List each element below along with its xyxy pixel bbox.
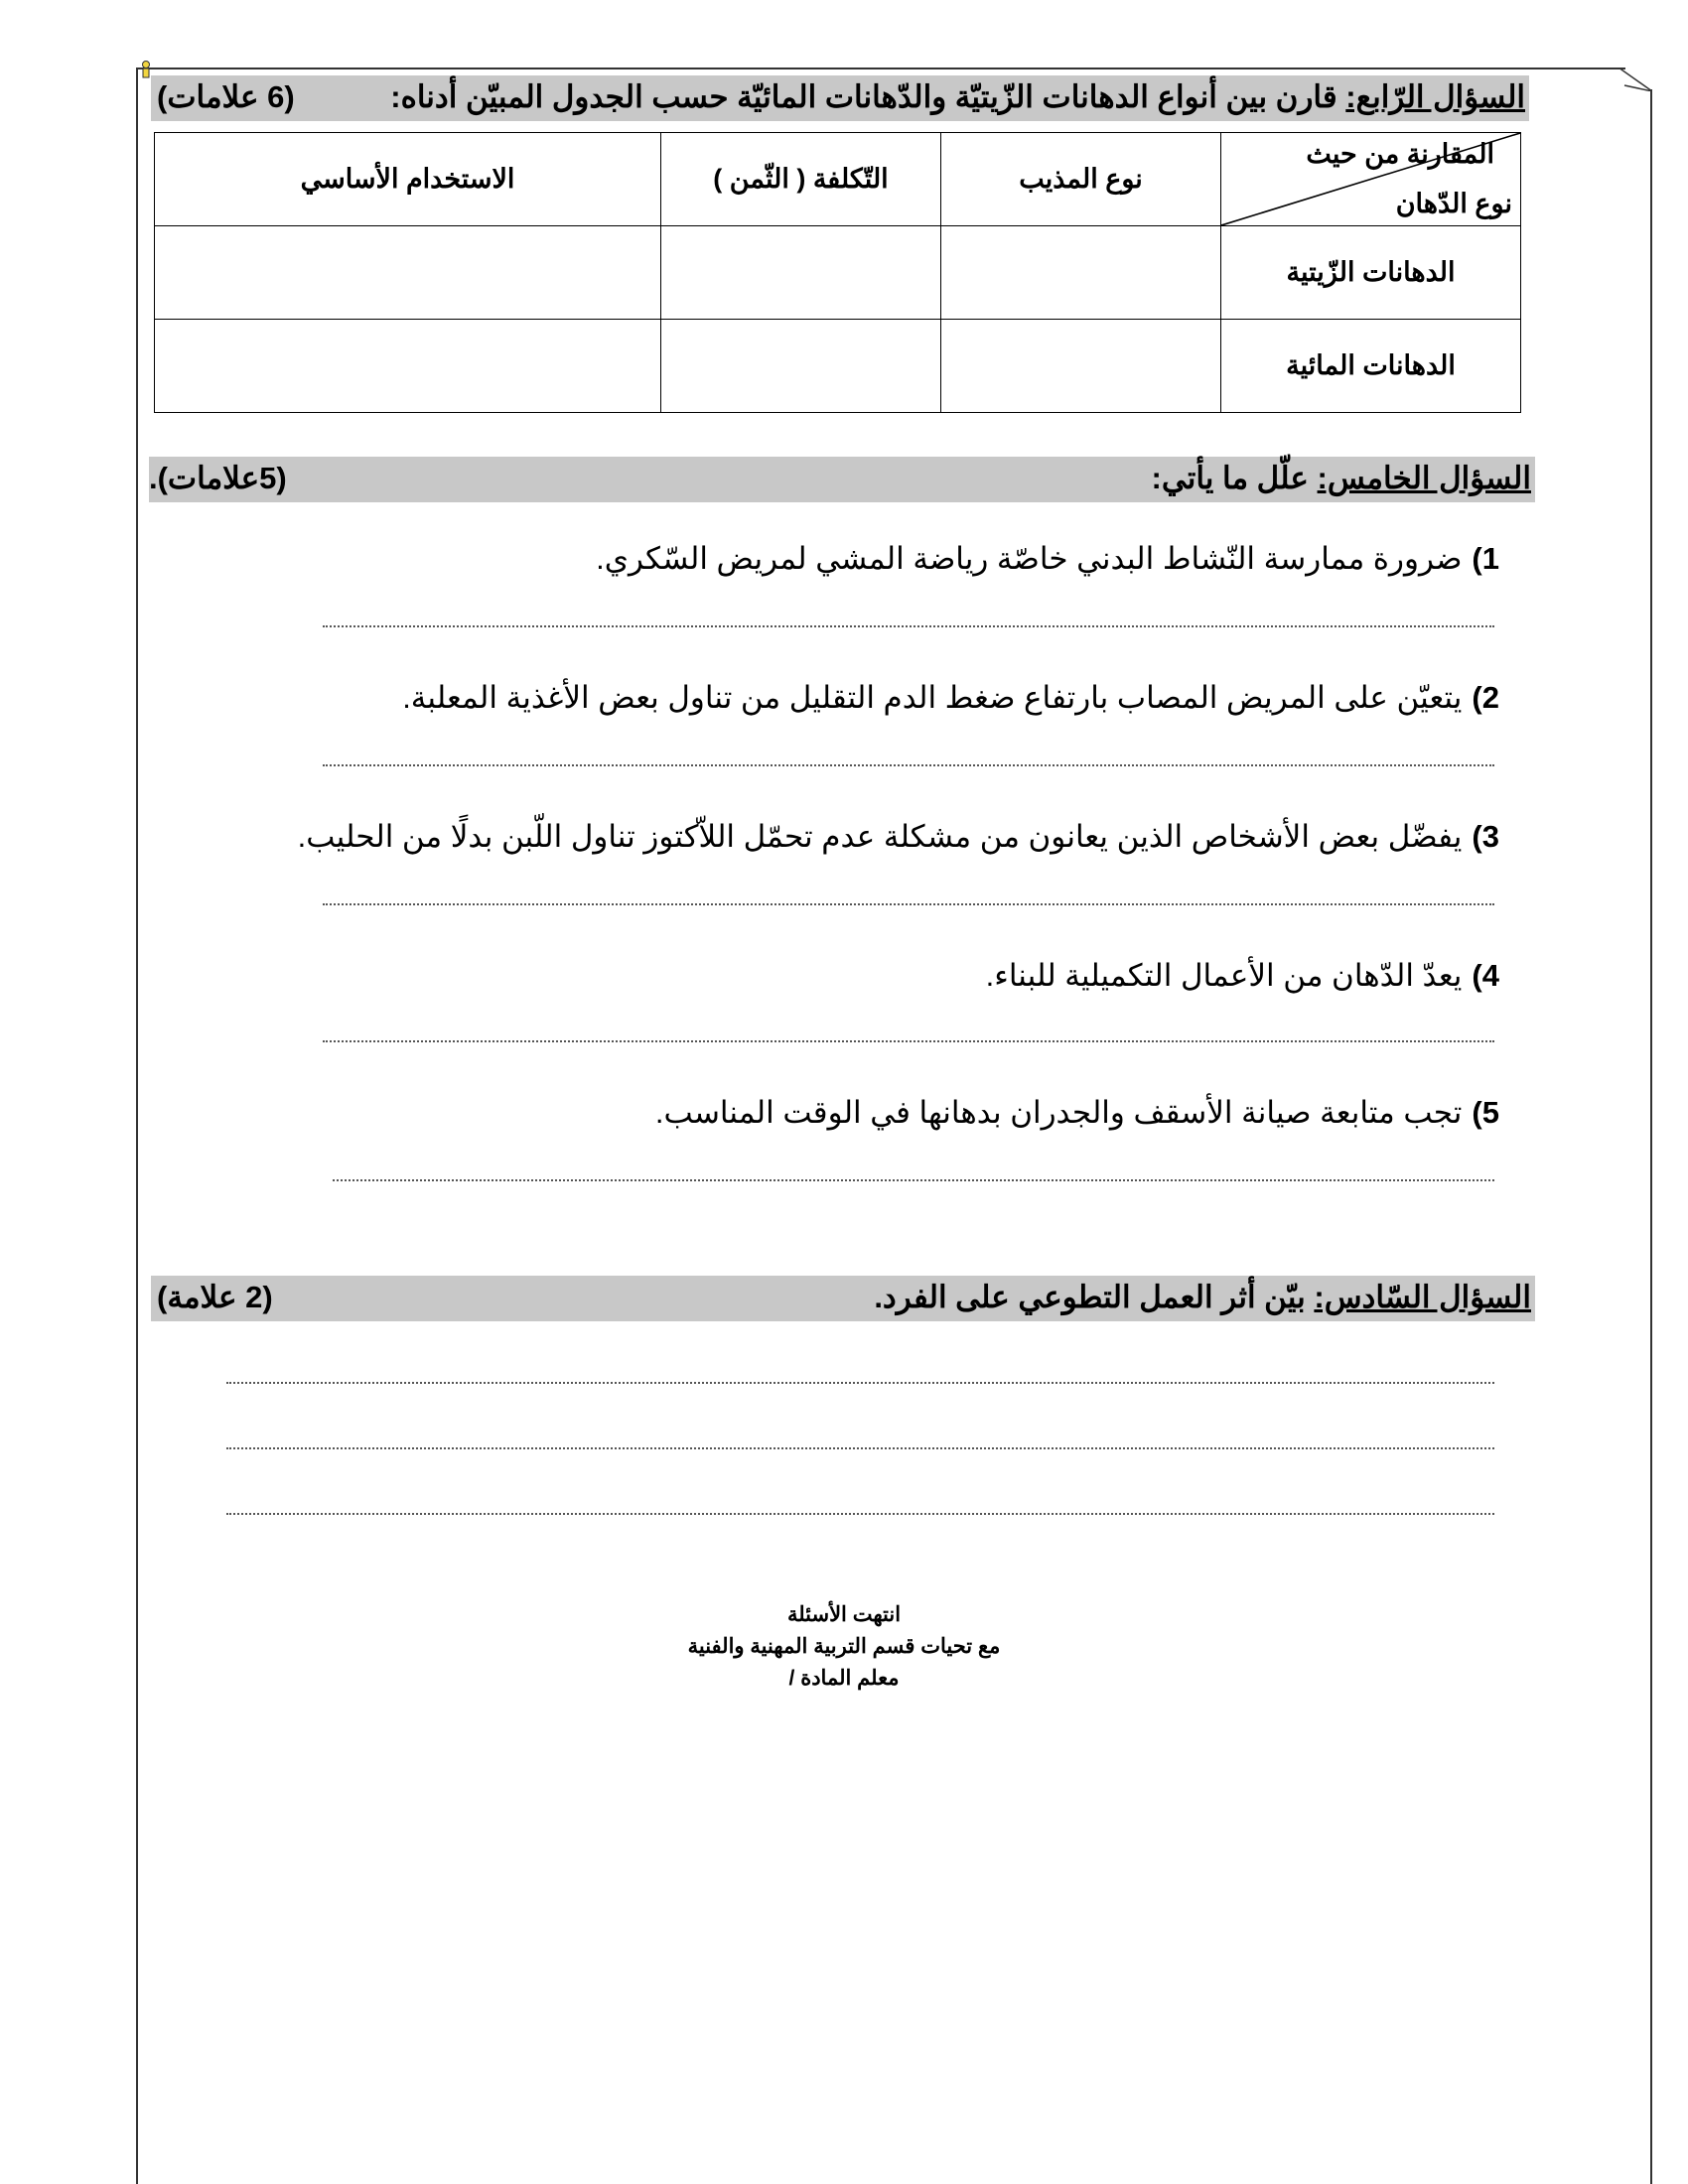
table-header-row — [155, 133, 1521, 226]
question-5-bar — [149, 457, 1535, 502]
closing-line-3: معلم المادة / — [788, 1667, 900, 1690]
table-row — [155, 320, 1521, 413]
corner-top-label: المقارنة من حيث — [1306, 139, 1494, 169]
answer-cell[interactable] — [155, 320, 661, 413]
answer-cell[interactable] — [661, 226, 941, 320]
question-6-text: بيّن أثر العمل التطوعي على الفرد. — [874, 1280, 1315, 1314]
answer-cell[interactable] — [155, 226, 661, 320]
answer-line[interactable] — [333, 1179, 1494, 1181]
comparison-table — [154, 132, 1521, 413]
answer-line[interactable] — [323, 764, 1494, 766]
list-item — [596, 541, 1499, 577]
answer-cell[interactable] — [661, 320, 941, 413]
item-text: يعدّ الدّهان من الأعمال التكميلية للبناء. — [985, 958, 1463, 993]
question-4-bar — [151, 75, 1529, 121]
item-number: 2) — [1472, 680, 1499, 715]
row-label-water-paints: الدهانات المائية — [1221, 320, 1521, 413]
item-number: 1) — [1472, 541, 1499, 576]
header-solvent: نوع المذيب — [941, 133, 1221, 226]
question-5-heading: السؤال الخامس: — [1317, 461, 1531, 495]
item-number: 3) — [1472, 819, 1499, 854]
item-text: يفضّل بعض الأشخاص الذين يعانون من مشكلة عدم تحمّل اللاّكتوز تناول اللّبن بدلًا من الحليب. — [297, 819, 1463, 854]
page-corner-fold-icon — [1618, 68, 1652, 91]
row-label-oil-paints: الدهانات الزّيتية — [1221, 226, 1521, 320]
answer-line[interactable] — [323, 903, 1494, 905]
closing-line-1: انتهت الأسئلة — [786, 1603, 902, 1626]
page-border-left — [136, 68, 138, 2184]
question-6-bar — [151, 1276, 1535, 1321]
item-number: 4) — [1472, 958, 1499, 993]
question-6-marks: (2 علامة) — [157, 1280, 273, 1314]
question-4-marks: (6 علامات) — [157, 79, 295, 114]
item-text: تجب متابعة صيانة الأسقف والجدران بدهانها في الوقت المناسب. — [654, 1095, 1463, 1130]
table-corner-cell — [1221, 133, 1521, 226]
answer-cell[interactable] — [941, 226, 1221, 320]
answer-line[interactable] — [226, 1513, 1494, 1515]
question-4-text: قارن بين أنواع الدهانات الزّيتيّة والدّهانات المائيّة حسب الجدول المبيّن أدناه: — [390, 79, 1346, 114]
list-item — [298, 819, 1499, 855]
table-row — [155, 226, 1521, 320]
list-item — [402, 680, 1499, 716]
answer-cell[interactable] — [941, 320, 1221, 413]
item-text: ضرورة ممارسة النّشاط البدني خاصّة رياضة المشي لمريض السّكري. — [596, 541, 1463, 576]
page-border-right — [1650, 89, 1652, 2184]
header-cost: التّكلفة ( الثّمن ) — [661, 133, 941, 226]
question-4-heading: السؤال الرّابع: — [1345, 79, 1525, 114]
question-5-text: علّل ما يأتي: — [1151, 461, 1318, 495]
closing-line-2: مع تحيات قسم التربية المهنية والفنية — [687, 1635, 1001, 1658]
question-6-heading: السؤال السّادس: — [1314, 1280, 1531, 1314]
answer-line[interactable] — [323, 1040, 1494, 1042]
page-border-top — [136, 68, 1625, 69]
answer-line[interactable] — [226, 1447, 1494, 1449]
list-item — [986, 958, 1499, 994]
question-5-marks: (5علامات). — [149, 461, 287, 495]
item-number: 5) — [1472, 1095, 1499, 1130]
list-item — [655, 1095, 1499, 1131]
answer-line[interactable] — [323, 625, 1494, 627]
header-main-use: الاستخدام الأساسي — [155, 133, 661, 226]
answer-line[interactable] — [226, 1382, 1494, 1384]
item-text: يتعيّن على المريض المصاب بارتفاع ضغط الدم التقليل من تناول بعض الأغذية المعلبة. — [402, 680, 1463, 715]
corner-bottom-label: نوع الدّهان — [1395, 189, 1512, 218]
